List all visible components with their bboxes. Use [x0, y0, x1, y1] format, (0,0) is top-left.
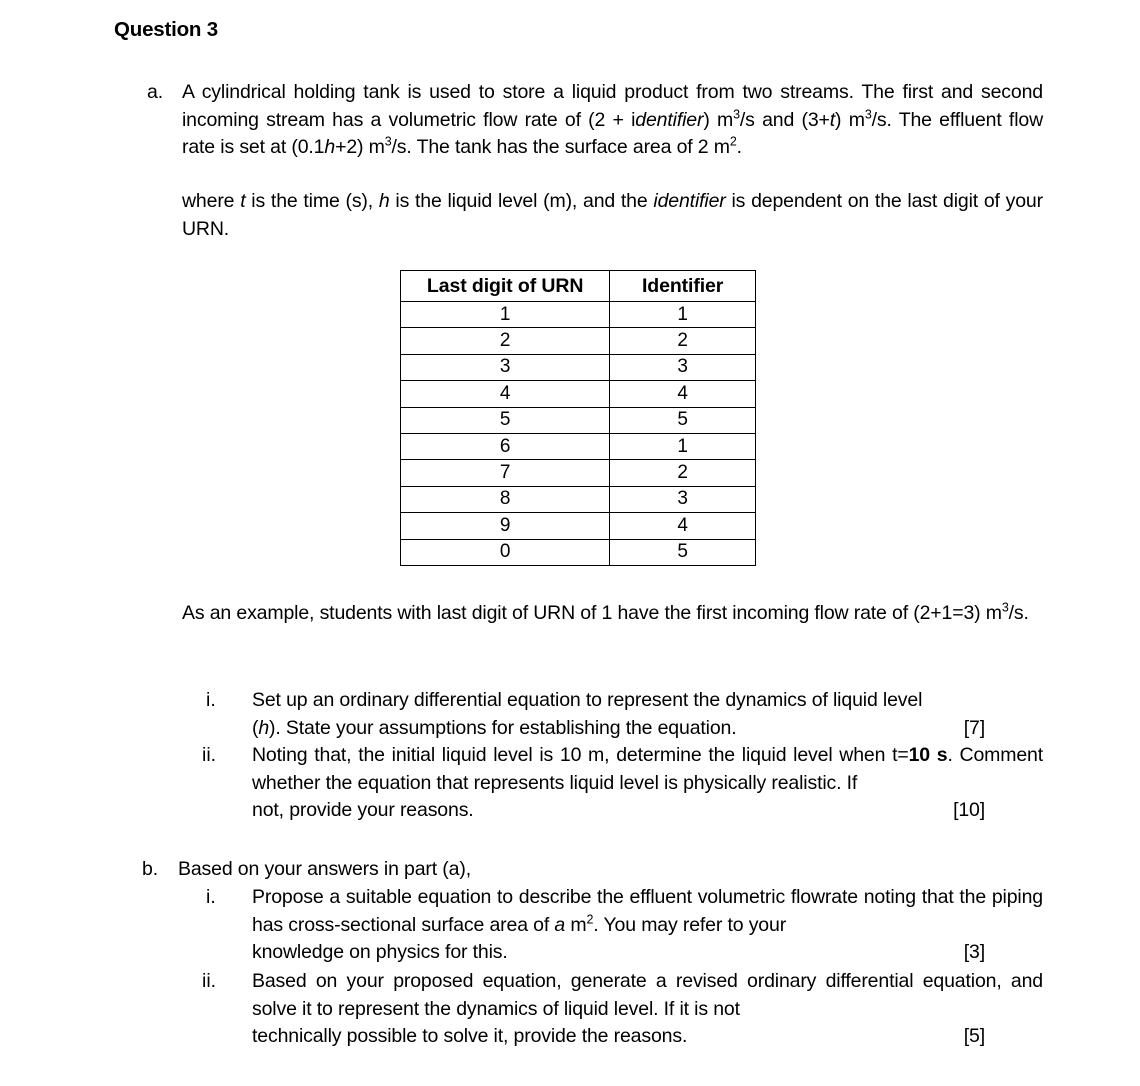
table-cell-identifier: 5 — [610, 539, 756, 565]
table-row — [401, 460, 756, 486]
part-a-item-ii-text: Noting that, the initial liquid level is 10 m, determine the liquid level when t=10 s. Comment whether the equation that represents liquid level is physically realistic. If not, provide your reasons. [10] — [252, 742, 1043, 825]
table-cell-last-digit: 6 — [401, 433, 610, 459]
part-a-item-i-marks: [7] — [963, 716, 985, 739]
table-header-identifier: Identifier — [610, 271, 756, 302]
table-row — [401, 302, 756, 328]
table-row — [401, 407, 756, 433]
part-b-item-i-marker: i. — [206, 886, 216, 908]
part-a-marker: a. — [147, 81, 163, 103]
table-row — [401, 539, 756, 565]
part-a-paragraph-1-text: A cylindrical holding tank is used to store a liquid product from two streams. The first and second incoming stream has a volumetric flow rate of (2 + identifier) $m^3/s$ and (3+t) $m^3/s$. The effluent flow rate is set at (0.1h+2) $m^3/s$. The tank has the surface area of 2 $m^2$. — [182, 81, 1043, 158]
part-b-item-i-text: Propose a suitable equation to describe the effluent volumetric flowrate noting that the piping has cross-sectional surface area of a $m^2$. You may refer to your knowledge on physics for this. [3] — [252, 884, 1043, 967]
table-cell-last-digit: 3 — [401, 354, 610, 380]
table-cell-last-digit: 5 — [401, 407, 610, 433]
table-cell-identifier: 1 — [610, 302, 756, 328]
part-b-item-ii-marker: ii. — [202, 970, 217, 992]
part-a-paragraph-1 — [182, 79, 1043, 162]
table-row — [401, 513, 756, 539]
urn-identifier-table — [400, 270, 756, 566]
table-cell-identifier: 1 — [610, 433, 756, 459]
table-row — [401, 433, 756, 459]
table-row — [401, 486, 756, 512]
table-cell-last-digit: 1 — [401, 302, 610, 328]
table-cell-identifier: 4 — [610, 381, 756, 407]
part-a-item-i-marker: i. — [206, 689, 216, 711]
part-a-example-paragraph: As an example, students with last digit of URN of 1 have the first incoming flow rate of (2+1=3) $m^3/s$. — [182, 600, 1029, 624]
part-b-item-ii-marks: [5] — [963, 1025, 985, 1047]
table-row — [401, 381, 756, 407]
table-cell-last-digit: 2 — [401, 328, 610, 354]
table-header-last-digit: Last digit of URN — [401, 271, 610, 302]
part-b-intro: Based on your answers in part (a), — [178, 858, 471, 880]
table-row — [401, 328, 756, 354]
part-b-item-ii-text: Based on your proposed equation, generate a revised ordinary differential equation, and solve it to represent the dynamics of liquid level. If it is not technically possible to solve it, provide the reasons. [5] — [252, 968, 1043, 1051]
table-cell-last-digit: 8 — [401, 486, 610, 512]
table-cell-identifier: 2 — [610, 328, 756, 354]
part-a-item-ii-marker: ii. — [202, 744, 217, 766]
part-a-item-ii-marks: [10] — [953, 799, 985, 821]
table-cell-identifier: 2 — [610, 460, 756, 486]
table-cell-last-digit: 7 — [401, 460, 610, 486]
part-a-paragraph-2: where t is the time (s), h is the liquid level (m), and the identifier is dependent on the last digit of your URN. — [182, 190, 1043, 240]
part-b-marker: b. — [142, 858, 158, 880]
table-cell-identifier: 5 — [610, 407, 756, 433]
table-body — [401, 302, 756, 566]
table-header-row — [401, 271, 756, 302]
table-cell-identifier: 4 — [610, 513, 756, 539]
table-row — [401, 354, 756, 380]
table-cell-identifier: 3 — [610, 354, 756, 380]
table-cell-identifier: 3 — [610, 486, 756, 512]
table-cell-last-digit: 0 — [401, 539, 610, 565]
page-title: Question 3 — [114, 18, 218, 41]
part-a-item-i-text: Set up an ordinary differential equation to represent the dynamics of liquid level (h). State your assumptions for establishing the equation. [7] — [252, 687, 1043, 742]
table-cell-last-digit: 4 — [401, 381, 610, 407]
part-b-item-i-marks: [3] — [963, 941, 985, 963]
table-cell-last-digit: 9 — [401, 513, 610, 539]
